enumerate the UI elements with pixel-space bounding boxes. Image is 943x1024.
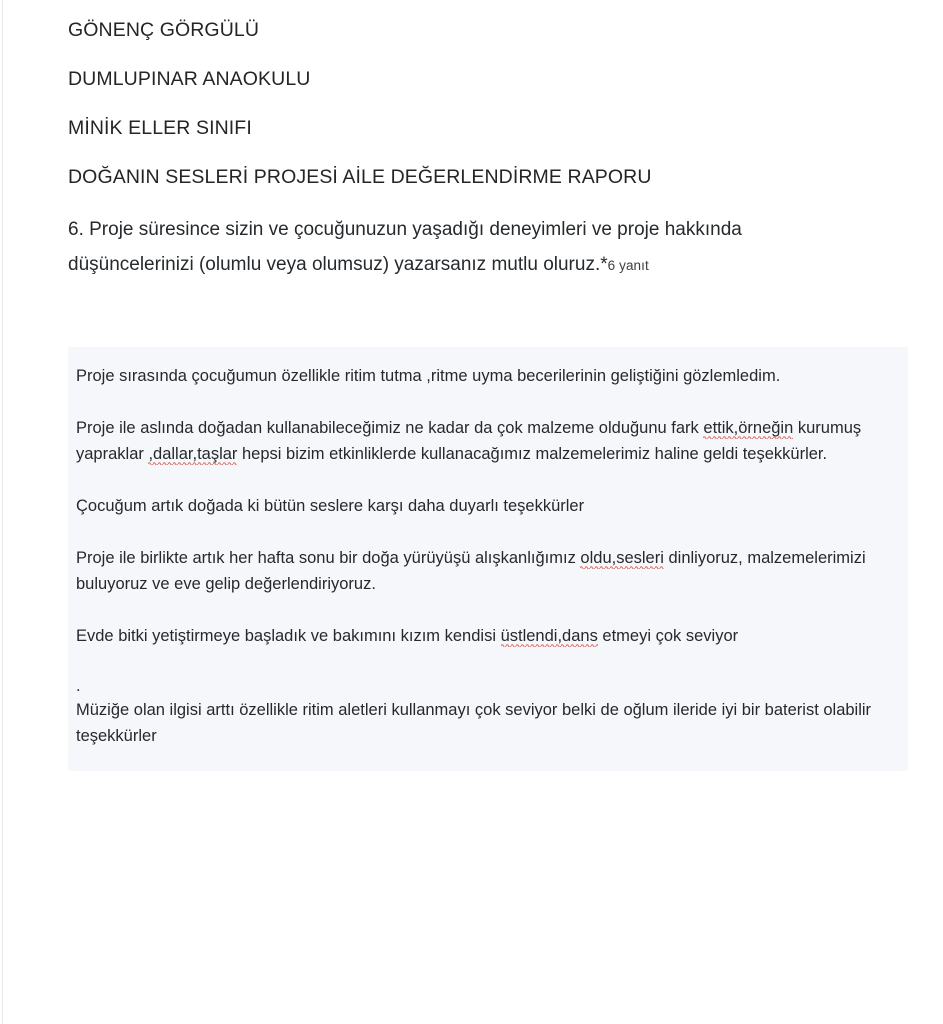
response-item	[76, 545, 876, 597]
heading-school-name: DUMLUPINAR ANAOKULU	[68, 67, 311, 90]
response-text: Proje ile birlikte artık her hafta sonu bir doğa yürüyüşü alışkanlığımız	[76, 549, 581, 567]
response-item	[76, 675, 876, 749]
response-text: kurumuş yapraklar	[76, 419, 862, 463]
response-text: Proje ile aslında doğadan kullanabileceğimiz ne kadar da çok malzeme olduğunu fark	[76, 419, 704, 437]
spellcheck-misspelled-text: oldu,sesleri	[580, 549, 664, 567]
response-item	[76, 493, 876, 519]
response-item	[76, 363, 876, 389]
response-text: dinliyoruz, malzemelerimizi buluyoruz ve eve gelip değerlendiriyoruz.	[76, 549, 866, 593]
response-text: hepsi bizim etkinliklerde kullanacağımız malzemelerimiz haline geldi teşekkürler.	[237, 445, 828, 463]
question-text	[68, 212, 868, 283]
response-item	[76, 415, 876, 467]
response-item	[76, 623, 876, 649]
document-content	[68, 0, 888, 283]
response-text: Proje sırasında çocuğumun özellikle ritim tutma ,ritme uyma becerilerinin geliştiğini gözlemledim.	[76, 367, 781, 385]
spellcheck-misspelled-text: üstlendi,dans	[500, 627, 598, 645]
report-heading-block	[68, 0, 888, 190]
response-text: Müziğe olan ilgisi arttı özellikle ritim aletleri kullanmayı çok seviyor belki de oğlum ileride iyi bir baterist olabilir teşekkürler	[76, 701, 872, 745]
response-text: Evde bitki yetiştirmeye başladık ve bakımını kızım kendisi	[76, 627, 501, 645]
question-body: 6. Proje süresince sizin ve çocuğunuzun yaşadığı deneyimleri ve proje hakkında düşüncelerinizi (olumlu veya olumsuz) yazarsanız mutlu oluruz.	[68, 218, 742, 275]
heading-class-name: MİNİK ELLER SINIFI	[68, 116, 252, 139]
required-asterisk: *	[600, 253, 608, 275]
spellcheck-misspelled-text: ettik,örneğin	[703, 419, 794, 437]
spellcheck-misspelled-text: ,dallar,taşlar	[148, 445, 238, 463]
responses-panel	[68, 347, 908, 771]
response-stray-period: .	[76, 677, 81, 695]
page-left-edge-rule	[2, 0, 3, 1024]
heading-report-title: DOĞANIN SESLERİ PROJESİ AİLE DEĞERLENDİRME RAPORU	[68, 165, 652, 188]
response-text: Çocuğum artık doğada ki bütün seslere karşı daha duyarlı teşekkürler	[76, 497, 585, 515]
heading-teacher-name: GÖNENÇ GÖRGÜLÜ	[68, 19, 260, 41]
response-count-label: 6 yanıt	[607, 257, 649, 273]
response-text: etmeyi çok seviyor	[597, 627, 739, 645]
